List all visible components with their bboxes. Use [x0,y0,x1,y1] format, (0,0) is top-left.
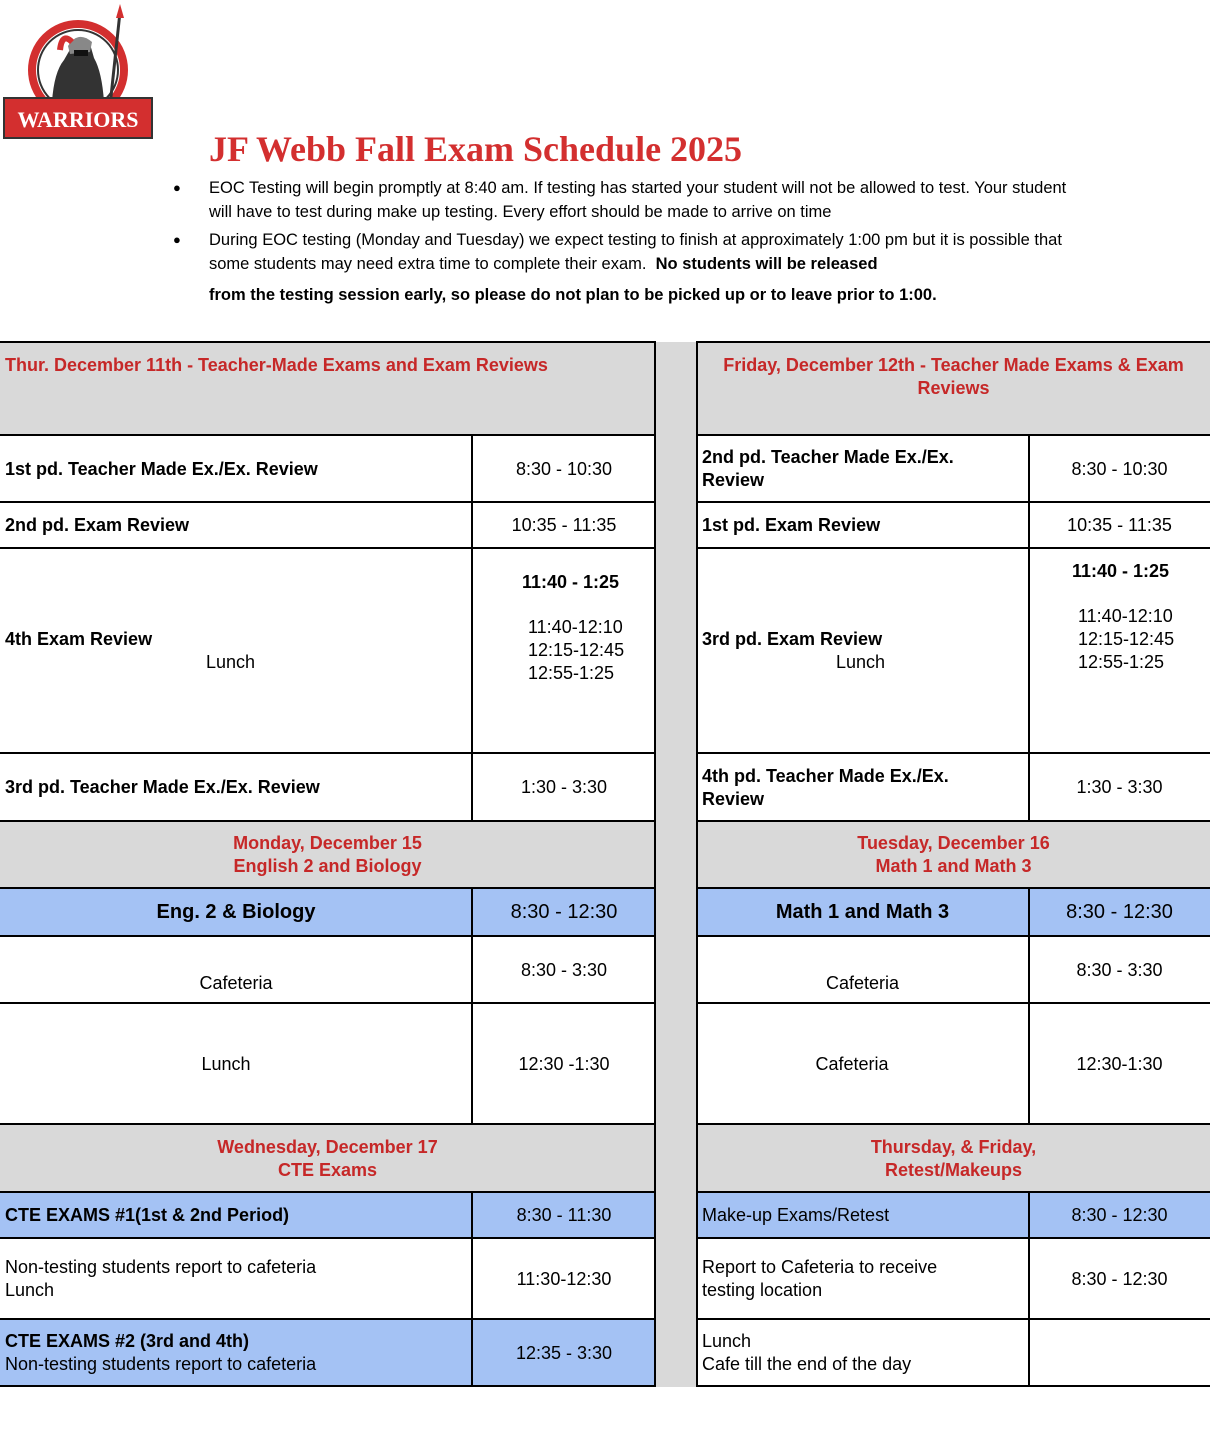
retest-row3-line2: Cafe till the end of the day [702,1354,912,1374]
notice-bold-a: No students will be released [655,255,878,273]
notice-text-1: EOC Testing will begin promptly at 8:40 am. If testing has started your student will not be allowed to test. Your student will have to test during make up testing. Every effort should be made to arrive on time [209,179,1067,221]
notice-text-2: During EOC testing (Monday and Tuesday) we expect testing to finish at approximately 1:00 pm but it is possible that some students may need extra time to complete their exam. [209,231,1062,273]
grid-line [0,1318,656,1320]
tuesday-row1-label: Math 1 and Math 3 [697,889,1028,936]
friday-header [697,342,1210,435]
grid-line [1028,1191,1030,1387]
retest-header [697,1125,1210,1192]
tuesday-header [697,822,1210,888]
friday-row1-label: 2nd pd. Teacher Made Ex./Ex. Review [702,447,954,490]
tuesday-row1-time: 8:30 - 12:30 [1029,889,1210,936]
monday-row3-label: Lunch [201,1053,251,1074]
grid-line [696,1318,1210,1320]
grid-line [0,820,656,822]
grid-line [0,1123,656,1125]
friday-row4-label: 4th pd. Teacher Made Ex./Ex. Review [702,765,949,809]
grid-line [696,501,1210,503]
retest-row3-label [697,1320,1028,1386]
tuesday-header-line2: Math 1 and Math 3 [875,856,1032,876]
grid-line [696,820,1210,822]
page-title: JF Webb Fall Exam Schedule 2025 [209,129,743,169]
grid-line [696,887,1210,889]
grid-line [0,752,656,754]
grid-line [696,1191,1210,1193]
grid-line [0,1191,656,1193]
grid-line [0,434,656,436]
tuesday-row3-label: Cafeteria [815,1053,889,1074]
tuesday-row2-time: 8:30 - 3:30 [1076,960,1163,980]
grid-line [696,935,1210,937]
grid-line [696,1002,1210,1004]
tuesday-row2-label: Cafeteria [825,973,900,993]
wednesday-row3-line2: Non-testing students report to cafeteria [5,1354,317,1374]
logo-text: WARRIORS [17,107,139,132]
retest-row3-time [1029,1320,1210,1386]
friday-lunch-a: 11:40-12:10 [1078,606,1173,626]
grid-line [696,547,1210,549]
thursday-header-text: Thur. December 11th - Teacher-Made Exams and Exam Reviews [5,355,548,375]
retest-header-line2: Retest/Makeups [884,1159,1023,1180]
grid-line [0,341,656,343]
thursday-row3-label [0,549,472,753]
thursday-row3-time [473,549,655,753]
thursday-header [0,342,655,435]
wednesday-row1-time: 8:30 - 11:30 [473,1193,655,1238]
thursday-row4-time: 1:30 - 3:30 [520,777,608,797]
friday-header-text: Friday, December 12th - Teacher Made Exams & Exam Reviews [723,355,1184,398]
retest-row3-line1: Lunch [702,1331,752,1351]
grid-line [0,887,656,889]
grid-line [696,341,1210,343]
monday-row3-time: 12:30 -1:30 [518,1053,610,1074]
grid-line [1028,434,1030,822]
grid-line [0,935,656,937]
friday-row2-label: 1st pd. Exam Review [702,515,881,535]
friday-row3-label [697,549,1028,753]
wednesday-row2-label [0,1239,472,1319]
wednesday-row2-time: 11:30-12:30 [516,1268,612,1289]
grid-line [696,1237,1210,1239]
thursday-lunch-c: 12:55-1:25 [528,663,615,683]
wednesday-row2-line2: Lunch [5,1280,55,1300]
notice-bold-b: from the testing session early, so please do not plan to be picked up or to leave prior to 1:00. [209,286,937,304]
grid-line [696,341,698,1387]
thursday-row2-label: 2nd pd. Exam Review [5,515,190,535]
wednesday-row1-label: CTE EXAMS #1(1st & 2nd Period) [0,1193,472,1238]
monday-header-line1: Monday, December 15 [233,833,422,853]
thursday-row3-lunch: Lunch [206,652,256,672]
monday-header [0,822,655,888]
wednesday-row3-line1: CTE EXAMS #2 (3rd and 4th) [5,1331,250,1351]
friday-row3-lunch: Lunch [836,652,886,672]
grid-line [471,887,473,1125]
grid-line [696,752,1210,754]
retest-row2-label [697,1239,1028,1319]
thursday-lunch-a: 11:40-12:10 [528,617,623,637]
monday-header-line2: English 2 and Biology [233,856,422,876]
retest-row1-label: Make-up Exams/Retest [697,1193,1028,1238]
grid-line [471,434,473,822]
tuesday-row3-time: 12:30-1:30 [1076,1053,1163,1074]
wednesday-row2-line1: Non-testing students report to cafeteria [5,1257,317,1277]
friday-row3-time [1029,549,1210,753]
friday-lunch-b: 12:15-12:45 [1078,629,1175,649]
wednesday-header-line2: CTE Exams [277,1159,378,1180]
thursday-row4-label: 3rd pd. Teacher Made Ex./Ex. Review [5,777,320,797]
thursday-row3-label-text: 4th Exam Review [5,629,153,649]
friday-row3-time-main: 11:40 - 1:25 [1072,561,1170,581]
grid-line [696,1123,1210,1125]
retest-row2-line1: Report to Cafeteria to receive [702,1257,938,1277]
thursday-row1-label: 1st pd. Teacher Made Ex./Ex. Review [5,458,318,479]
friday-row3-label-text: 3rd pd. Exam Review [702,629,883,649]
friday-lunch-c: 12:55-1:25 [1078,652,1165,672]
grid-line [654,341,656,1387]
wednesday-header-line1: Wednesday, December 17 [217,1136,438,1157]
tuesday-header-line1: Tuesday, December 16 [857,833,1050,853]
grid-line [0,1002,656,1004]
table-gutter [656,342,696,1387]
monday-row1-label: Eng. 2 & Biology [0,889,472,936]
wednesday-header [0,1125,655,1192]
monday-row2-label: Cafeteria [199,973,273,993]
monday-row1-time: 8:30 - 12:30 [473,889,655,936]
grid-line [0,1385,656,1387]
grid-line [696,434,1210,436]
retest-row2-time: 8:30 - 12:30 [1071,1268,1168,1289]
thursday-row1-time: 8:30 - 10:30 [515,458,613,479]
friday-row4-time: 1:30 - 3:30 [1076,777,1163,797]
grid-line [1028,887,1030,1125]
wednesday-row3-label [0,1320,472,1386]
thursday-lunch-b: 12:15-12:45 [528,640,625,660]
grid-line [0,547,656,549]
grid-line [696,1385,1210,1387]
grid-line [0,1237,656,1239]
wednesday-row3-time: 12:35 - 3:30 [473,1320,655,1386]
friday-row1-time: 8:30 - 10:30 [1071,458,1168,479]
grid-line [0,501,656,503]
friday-row2-time: 10:35 - 11:35 [1067,515,1172,535]
thursday-row2-time: 10:35 - 11:35 [511,515,617,535]
thursday-row3-time-main: 11:40 - 1:25 [522,572,620,592]
retest-header-line1: Thursday, & Friday, [870,1136,1037,1157]
retest-row1-time: 8:30 - 12:30 [1029,1193,1210,1238]
retest-row2-line2: testing location [702,1280,823,1300]
grid-line [471,1191,473,1387]
monday-row2-time: 8:30 - 3:30 [520,960,608,980]
